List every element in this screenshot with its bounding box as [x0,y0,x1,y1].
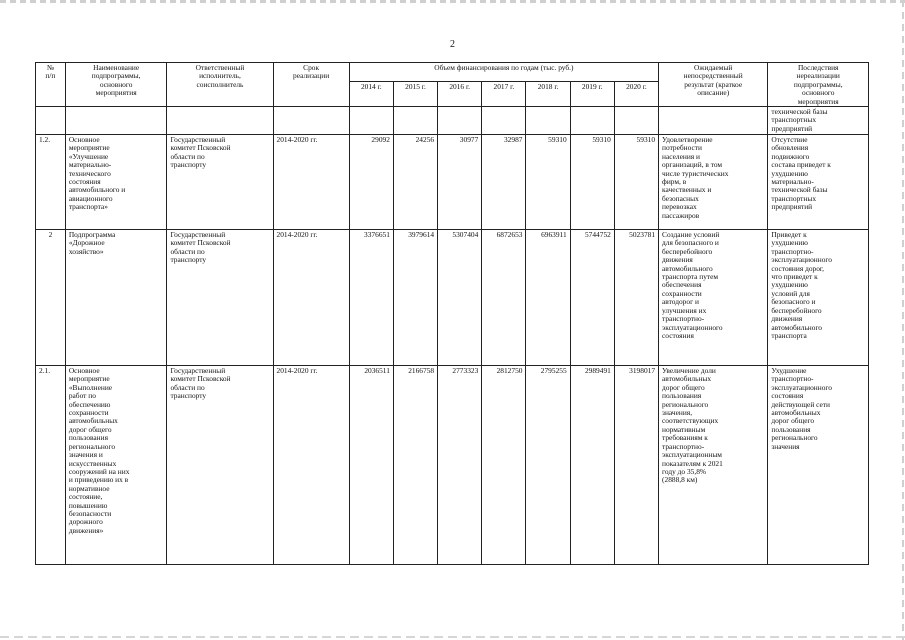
cell-value: 2166758 [393,366,437,565]
cell-value: 59310 [614,135,658,230]
cell-consequence: Приведет к ухудшению транспортно- эксплуатационного состояния дорог, что приведет к ухудшению условий для безопасного и бесперебойного движения автомобильного транспорта [768,230,869,366]
cell-consequence: Ухудшение транспортно- эксплуатационного состояния действующей сети автомобильных дорог общего пользования регионального значения [768,366,869,565]
cell-executor: Государственный комитет Псковской области по транспорту [167,230,273,366]
cell-consequence: Отсутствие обновления подвижного состава приведет к ухудшению материально- технической базы транспортных предприятий [768,135,869,230]
cell-executor [167,107,273,135]
cell-executor: Государственный комитет Псковской области по транспорту [167,366,273,565]
header-funding: Объем финансирования по годам (тыс. руб.) [349,63,658,82]
cell-result: Увеличение доли автомобильных дорог общего пользования регионального значения, соответствующих нормативным требованиям к транспортно- эксплуатационным показателям к 2021 году до 35,8% (2888,8 км) [659,366,768,565]
cell-term: 2014-2020 гг. [273,230,349,366]
page-number: 2 [450,39,455,50]
table-row [36,230,869,366]
cell-executor: Государственный комитет Псковской области по транспорту [167,135,273,230]
header-year: 2014 г. [349,81,393,107]
header-consequence: Последствия нереализации подпрограммы, основного мероприятия [768,63,869,107]
cell-value [482,107,526,135]
cell-value: 3376651 [349,230,393,366]
cell-name: Основное мероприятие «Улучшение материально- технического состояния автомобильного и авиационного транспорта» [65,135,167,230]
cell-term: 2014-2020 гг. [273,135,349,230]
cell-value [570,107,614,135]
header-year: 2018 г. [526,81,570,107]
cell-value: 2989491 [570,366,614,565]
cell-value: 29092 [349,135,393,230]
header-row [36,63,869,82]
header-year: 2015 г. [393,81,437,107]
scan-edge-bottom [0,636,905,638]
cell-value: 5023781 [614,230,658,366]
cell-value: 59310 [570,135,614,230]
header-year: 2019 г. [570,81,614,107]
cell-value: 3979614 [393,230,437,366]
cell-value: 24256 [393,135,437,230]
cell-result: Создание условий для безопасного и бесперебойного движения автомобильного транспорта путем обеспечения сохранности автодорог и улучшения их транспортно- эксплуатационного состояния [659,230,768,366]
cell-name: Подпрограмма «Дорожное хозяйство» [65,230,167,366]
scan-edge-top [0,0,905,3]
cell-value [614,107,658,135]
scan-edge-right [902,0,904,640]
cell-value: 3198017 [614,366,658,565]
cell-consequence: технической базы транспортных предприятий [768,107,869,135]
cell-value: 5744752 [570,230,614,366]
cell-num: 2.1. [36,366,66,565]
cell-value [393,107,437,135]
cell-value: 32987 [482,135,526,230]
cell-value [349,107,393,135]
cell-term: 2014-2020 гг. [273,366,349,565]
cell-value: 5307404 [438,230,482,366]
header-year: 2017 г. [482,81,526,107]
cell-result: Удовлетворение потребности населения и организаций, в том числе туристических фирм, в качественных и безопасных перевозках пассажиров [659,135,768,230]
cell-value [526,107,570,135]
header-name: Наименование подпрограммы, основного мероприятия [65,63,167,107]
cell-term [273,107,349,135]
cell-value: 6872653 [482,230,526,366]
table-row [36,107,869,135]
cell-value: 59310 [526,135,570,230]
cell-name [65,107,167,135]
cell-value: 2773323 [438,366,482,565]
header-num: № п/п [36,63,66,107]
cell-num [36,107,66,135]
table-row [36,135,869,230]
header-executor: Ответственный исполнитель, соисполнитель [167,63,273,107]
cell-num: 2 [36,230,66,366]
header-result: Ожидаемый непосредственный результат (краткое описание) [659,63,768,107]
cell-value: 6963911 [526,230,570,366]
header-year: 2020 г. [614,81,658,107]
cell-value: 2812750 [482,366,526,565]
table-row [36,366,869,565]
cell-num: 1.2. [36,135,66,230]
header-year: 2016 г. [438,81,482,107]
header-term: Срок реализации [273,63,349,107]
cell-value [438,107,482,135]
cell-value: 2036511 [349,366,393,565]
cell-value: 30977 [438,135,482,230]
program-funding-table [35,62,869,565]
cell-result [659,107,768,135]
cell-value: 2795255 [526,366,570,565]
cell-name: Основное мероприятие «Выполнение работ по обеспечению сохранности автомобильных дорог общего пользования регионального значения и искусственных сооружений на них и приведению их в нормативное состояние, повышению безопасности дорожного движения» [65,366,167,565]
